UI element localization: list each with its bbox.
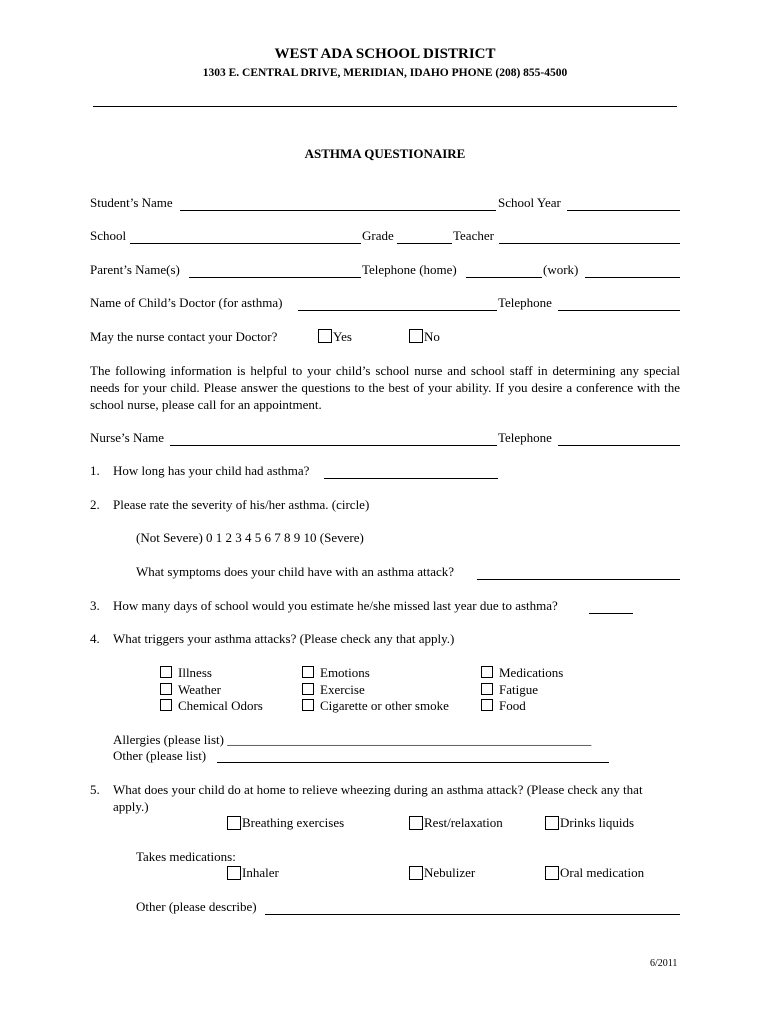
- illness-checkbox[interactable]: [160, 666, 172, 678]
- oral-medication-checkbox[interactable]: [545, 866, 559, 880]
- nebulizer-checkbox[interactable]: [409, 866, 423, 880]
- telephone-home-label: Telephone (home): [362, 262, 457, 277]
- drinks-liquids-checkbox[interactable]: [545, 816, 559, 830]
- doctor-telephone-label: Telephone: [498, 295, 552, 310]
- allergies-label[interactable]: Allergies (please list) ________________________________________________________: [113, 732, 592, 747]
- q2-symptoms-field[interactable]: [477, 579, 680, 580]
- no-checkbox[interactable]: [409, 329, 423, 343]
- grade-field[interactable]: [397, 243, 452, 244]
- drinks-liquids-label: Drinks liquids: [560, 815, 635, 830]
- q4-text: What triggers your asthma attacks? (Please check any that apply.): [113, 631, 455, 646]
- q1-text: How long has your child had asthma?: [113, 463, 310, 478]
- teacher-label: Teacher: [453, 228, 494, 243]
- rest-relaxation-label: Rest/relaxation: [424, 815, 503, 830]
- telephone-home-field[interactable]: [466, 277, 542, 278]
- teacher-field[interactable]: [499, 243, 680, 244]
- other-list-label: Other (please list): [113, 748, 207, 763]
- q5-text-line1: What does your child do at home to relieve wheezing during an asthma attack? (Please check any that: [113, 782, 643, 797]
- parent-names-field[interactable]: [189, 277, 361, 278]
- revision-date: 6/2011: [650, 958, 678, 969]
- emotions-label: Emotions: [320, 665, 370, 680]
- fatigue-label: Fatigue: [499, 682, 538, 697]
- breathing-exercises-label: Breathing exercises: [242, 815, 345, 830]
- medications-checkbox[interactable]: [481, 666, 493, 678]
- q2-symptoms-text: What symptoms does your child have with an asthma attack?: [136, 564, 455, 579]
- medications-label: Medications: [499, 665, 564, 680]
- illness-label: Illness: [178, 665, 212, 680]
- student-name-label: Student’s Name: [90, 195, 173, 210]
- nurse-name-field[interactable]: [170, 445, 497, 446]
- inhaler-checkbox[interactable]: [227, 866, 241, 880]
- school-label: School: [90, 228, 127, 243]
- district-name: WEST ADA SCHOOL DISTRICT: [274, 46, 496, 62]
- other-describe-field[interactable]: [265, 914, 680, 915]
- doctor-telephone-field[interactable]: [558, 310, 680, 311]
- weather-label: Weather: [178, 682, 221, 697]
- breathing-exercises-checkbox[interactable]: [227, 816, 241, 830]
- weather-checkbox[interactable]: [160, 683, 172, 695]
- q4-number: 4.: [90, 631, 100, 646]
- grade-label: Grade: [362, 228, 394, 243]
- q3-number: 3.: [90, 598, 100, 613]
- district-address: 1303 E. CENTRAL DRIVE, MERIDIAN, IDAHO PHONE (208) 855-4500: [202, 67, 568, 79]
- emotions-checkbox[interactable]: [302, 666, 314, 678]
- intro-paragraph: The following information is helpful to your child’s school nurse and school staff in determining any special needs for your child. Please answer the questions to the best of your ability. If you desire a conference with the school nurse, please call for an appointment.: [90, 363, 680, 412]
- school-year-field[interactable]: [567, 210, 680, 211]
- q3-text: How many days of school would you estimate he/she missed last year due to asthma?: [113, 598, 558, 613]
- q1-answer-field[interactable]: [324, 478, 498, 479]
- school-field[interactable]: [130, 243, 361, 244]
- fatigue-checkbox[interactable]: [481, 683, 493, 695]
- doctor-field[interactable]: [298, 310, 497, 311]
- telephone-work-field[interactable]: [585, 277, 680, 278]
- inhaler-label: Inhaler: [242, 865, 279, 880]
- nurse-telephone-field[interactable]: [558, 445, 680, 446]
- exercise-checkbox[interactable]: [302, 683, 314, 695]
- q5-number: 5.: [90, 782, 100, 797]
- oral-medication-label: Oral medication: [560, 865, 645, 880]
- header-rule: [93, 106, 677, 107]
- nurse-name-label: Nurse’s Name: [90, 430, 165, 445]
- takes-medications-label: Takes medications:: [136, 849, 236, 864]
- q3-answer-field[interactable]: [589, 613, 633, 614]
- rest-relaxation-checkbox[interactable]: [409, 816, 423, 830]
- parent-names-label: Parent’s Name(s): [90, 262, 180, 277]
- exercise-label: Exercise: [320, 682, 365, 697]
- nebulizer-label: Nebulizer: [424, 865, 476, 880]
- yes-label: Yes: [333, 329, 352, 344]
- student-name-field[interactable]: [180, 210, 496, 211]
- school-year-label: School Year: [498, 195, 561, 210]
- nurse-telephone-label: Telephone: [498, 430, 552, 445]
- doctor-label: Name of Child’s Doctor (for asthma): [90, 295, 283, 310]
- yes-checkbox[interactable]: [318, 329, 332, 343]
- q2-severity-scale[interactable]: (Not Severe) 0 1 2 3 4 5 6 7 8 9 10 (Severe): [136, 530, 364, 545]
- smoke-label: Cigarette or other smoke: [320, 698, 449, 713]
- form-title: ASTHMA QUESTIONAIRE: [304, 146, 466, 161]
- q1-number: 1.: [90, 463, 100, 478]
- food-checkbox[interactable]: [481, 699, 493, 711]
- chemical-odors-label: Chemical Odors: [178, 698, 263, 713]
- q2-number: 2.: [90, 497, 100, 512]
- q5-text-line2: apply.): [113, 799, 149, 814]
- contact-doctor-label: May the nurse contact your Doctor?: [90, 329, 278, 344]
- smoke-checkbox[interactable]: [302, 699, 314, 711]
- q2-text: Please rate the severity of his/her asthma. (circle): [113, 497, 370, 512]
- chemical-odors-checkbox[interactable]: [160, 699, 172, 711]
- other-describe-label: Other (please describe): [136, 899, 257, 914]
- food-label: Food: [499, 698, 526, 713]
- other-list-field[interactable]: [217, 762, 609, 763]
- work-label: (work): [543, 262, 579, 277]
- no-label: No: [424, 329, 440, 344]
